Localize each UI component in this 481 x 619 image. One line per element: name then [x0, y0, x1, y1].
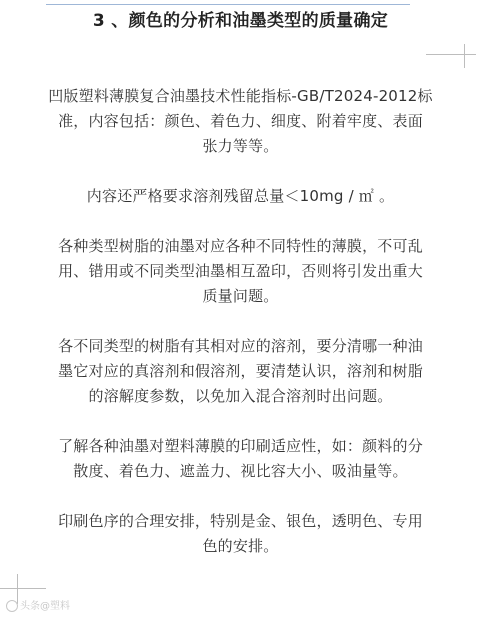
paragraph-line: 散度、着色力、遮盖力、视比容大小、吸油量等。 — [73, 462, 408, 480]
paragraph-standard — [28, 84, 453, 159]
paragraph-line: 的溶解度参数，以免加入混合溶剂时出问题。 — [88, 387, 393, 405]
paragraph-line: 墨它对应的真溶剂和假溶剂，要清楚认识，溶剂和树脂 — [58, 362, 423, 380]
paragraph-printability — [28, 434, 453, 484]
paragraph-resin-film — [28, 234, 453, 309]
paragraph-color-sequence — [28, 509, 453, 559]
crop-mark-top-right-h — [426, 54, 476, 55]
top-divider — [46, 4, 410, 5]
watermark-text: 头条@塑料 — [20, 601, 70, 612]
paragraph-line: 内容还严格要求溶剂残留总量＜10mg / ㎡ 。 — [86, 187, 395, 205]
watermark — [6, 600, 70, 614]
paragraph-solvents — [28, 334, 453, 409]
paragraph-solvent-residue — [28, 184, 453, 209]
paragraph-line: 印刷色序的合理安排，特别是金、银色，透明色、专用 — [58, 512, 423, 530]
paragraph-line: 各种类型树脂的油墨对应各种不同特性的薄膜，不可乱 — [58, 237, 423, 255]
paragraph-line: 凹版塑料薄膜复合油墨技术性能指标-GB/T2024-2012标 — [48, 87, 433, 105]
article-body — [28, 84, 453, 559]
paragraph-line: 色的安排。 — [202, 537, 279, 555]
crop-mark-bottom-left-h — [0, 588, 46, 589]
paragraph-line: 张力等等。 — [202, 137, 279, 155]
paragraph-line: 各不同类型的树脂有其相对应的溶剂，要分清哪一种油 — [58, 337, 423, 355]
paragraph-line: 质量问题。 — [202, 287, 279, 305]
paragraph-line: 了解各种油墨对塑料薄膜的印刷适应性，如：颜料的分 — [58, 437, 423, 455]
crop-mark-top-right-v — [464, 44, 465, 68]
watermark-logo-icon — [6, 600, 18, 612]
section-heading: 3 、颜色的分析和油墨类型的质量确定 — [92, 11, 389, 31]
paragraph-line: 准，内容包括：颜色、着色力、细度、附着牢度、表面 — [58, 112, 423, 130]
paragraph-line: 用、错用或不同类型油墨相互盈印，否则将引发出重大 — [58, 262, 423, 280]
